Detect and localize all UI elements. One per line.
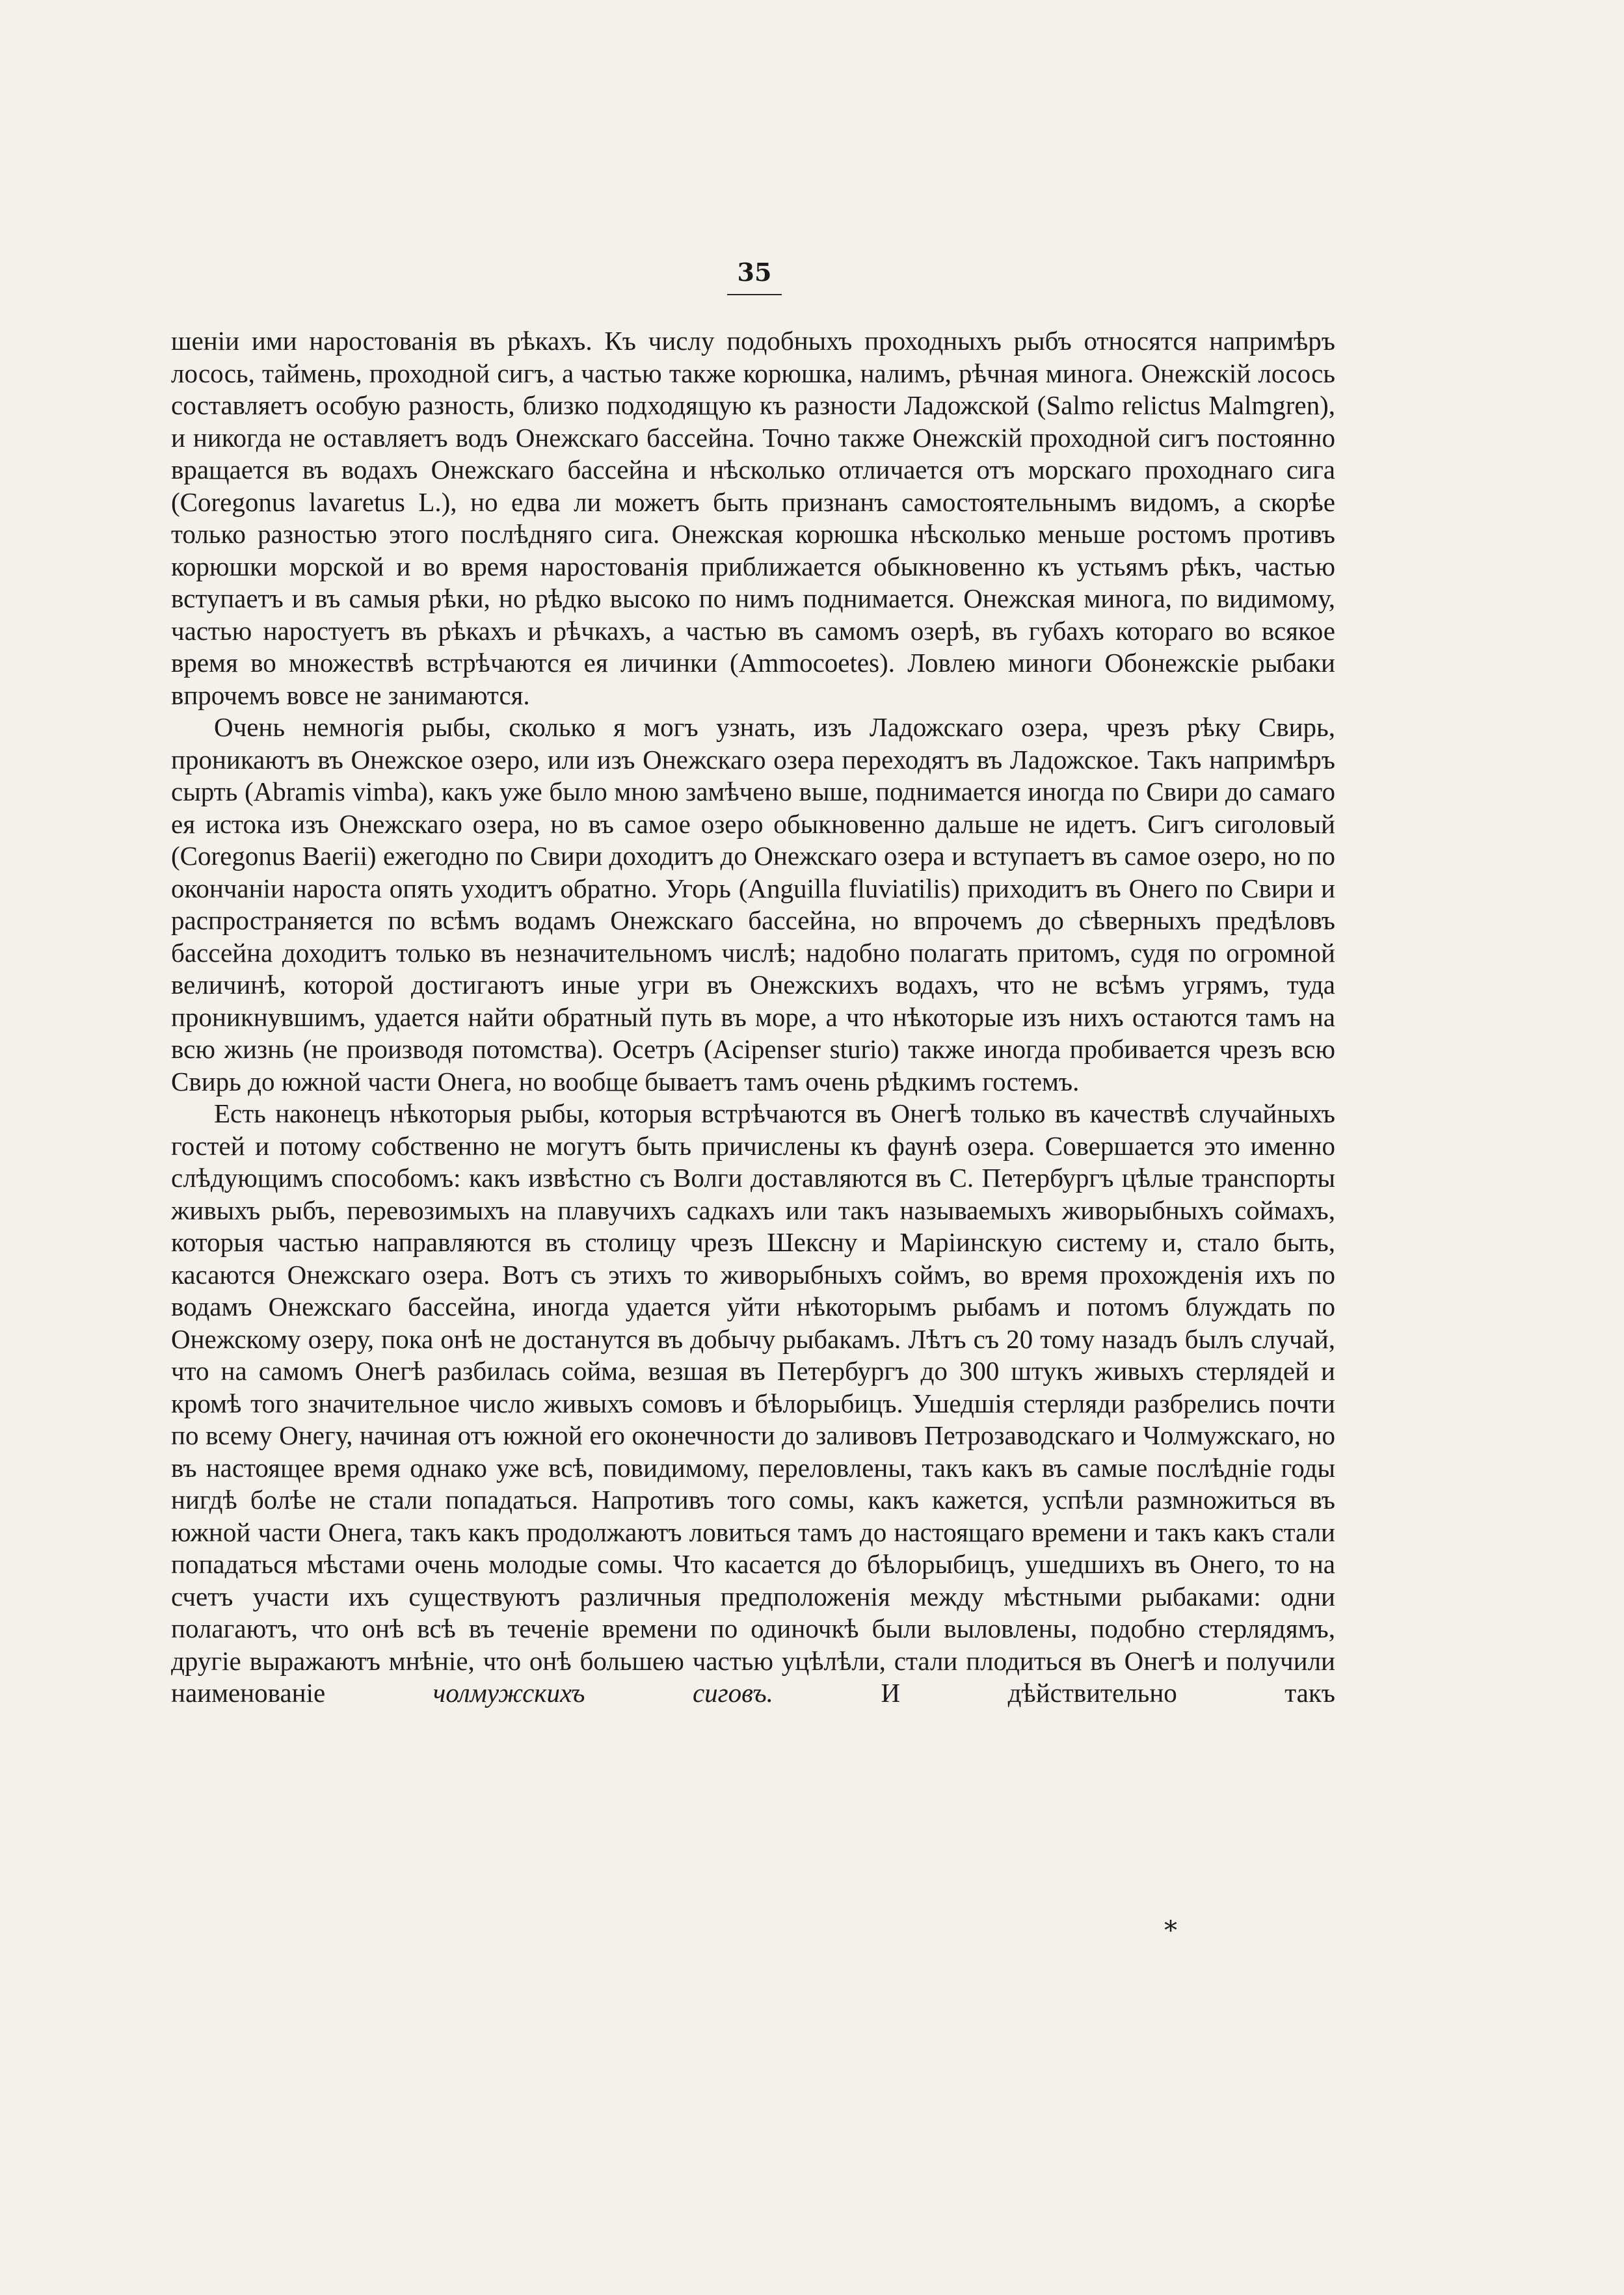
page-number-underline <box>727 294 782 295</box>
paragraph-1: шеніи ими наростованія въ рѣкахъ. Къ числу подобныхъ проходныхъ рыбъ относятся напримѣръ лосось, таймень, проходной сигъ, а частью также корюшка, налимъ, рѣчная минога. Онежскій лосось составляетъ особую разность, близко подходящую къ разности Ладожской (Salmo relictus Malmgren), и никогда не оставляетъ водъ Онежскаго бассейна. Точно также Онежскій проходной сигъ постоянно вращается въ водахъ Онежскаго бассейна и нѣсколько отличается отъ морскаго проходнаго сига (Coregonus lavaretus L.), но едва ли можетъ быть признанъ самостоятельнымъ видомъ, а скорѣе только разностью этого послѣдняго сига. Онежская корюшка нѣсколько меньше ростомъ противъ корюшки морской и во время наростованія приближается обыкновенно къ устьямъ рѣкъ, частью вступаетъ и въ самыя рѣки, но рѣдко высоко по нимъ поднимается. Онежская минога, по видимому, частью наростуетъ въ рѣкахъ и рѣчкахъ, а частью въ самомъ озерѣ, въ губахъ котораго во всякое время во множествѣ встрѣчаются ея личинки (Ammocoetes). Ловлею миноги Обонежскіе рыбаки впрочемъ вовсе не занимаются. <box>171 326 1335 710</box>
footer-signature-mark: * <box>1164 1916 1177 1946</box>
body-text <box>171 325 1335 1710</box>
paragraph-3-text: Есть наконецъ нѣкоторыя рыбы, которыя встрѣчаются въ Онегѣ только въ качествѣ случайныхъ гостей и потому собственно не могутъ быть причислены къ фаунѣ озера. Совершается это именно слѣдующимъ способомъ: какъ извѣстно съ Волги доставляются въ С. Петербургъ цѣлые транспорты живыхъ рыбъ, перевозимыхъ на плавучихъ садкахъ или такъ называемыхъ живорыбныхъ соймахъ, которыя частью направляются въ столицу чрезъ Шексну и Маріинскую систему и, стало быть, касаются Онежскаго озера. Вотъ съ этихъ то живорыбныхъ соймъ, во время прохожденія ихъ по водамъ Онежскаго бассейна, иногда удается уйти нѣкоторымъ рыбамъ и потомъ блуждать по Онежскому озеру, пока онѣ не достанутся въ добычу рыбакамъ. Лѣтъ съ 20 тому назадъ былъ случай, что на самомъ Онегѣ разбилась сойма, везшая въ Петербургъ до 300 штукъ живыхъ стерлядей и кромѣ того значительное число живыхъ сомовъ и бѣлорыбицъ. Ушедшія стерляди разбрелись почти по всему Онегу, начиная отъ южной его оконечности до заливовъ Петрозаводскаго и Чолмужскаго, но въ настоящее время однако уже всѣ, повидимому, переловлены, такъ какъ въ самые послѣдніе годы нигдѣ болѣе не стали попадаться. Напротивъ того сомы, какъ кажется, успѣли размножиться въ южной части Онега, такъ какъ продолжаютъ ловиться тамъ до настоящаго времени и такъ какъ стали попадаться мѣстами очень молодые сомы. Что касается до бѣлорыбицъ, ушедшихъ въ Онего, то на счетъ участи ихъ существуютъ различныя предположенія между мѣстными рыбаками: одни полагаютъ, что онѣ всѣ въ теченіе времени по одиночкѣ были выловлены, подобно стерлядямъ, другіе выражаютъ мнѣніе, что онѣ большею частью уцѣлѣли, стали плодиться въ Онегѣ и получили наименованіе <box>171 1098 1335 1708</box>
paragraph-3 <box>171 1098 1335 1710</box>
paragraph-3-tail: И дѣйствительно такъ <box>881 1678 1336 1708</box>
paragraph-3-emphasis: чолмужскихъ сиговъ. <box>433 1678 773 1708</box>
page-number: 35 <box>737 258 772 287</box>
paragraph-2: Очень немногія рыбы, сколько я могъ узнать, изъ Ладожскаго озера, чрезъ рѣку Свирь, проникаютъ въ Онежское озеро, или изъ Онежскаго озера переходятъ въ Ладожское. Такъ напримѣръ сырть (Abramis vimba), какъ уже было мною замѣчено выше, поднимается иногда по Свири до самаго ея истока изъ Онежскаго озера, но въ самое озеро обыкновенно дальше не идетъ. Сигъ сиголовый (Coregonus Baerii) ежегодно по Свири доходитъ до Онежскаго озера и вступаетъ въ самое озеро, но по окончаніи нароста опять уходитъ обратно. Угорь (Anguilla fluviatilis) приходитъ въ Онего по Свири и распространяется по всѣмъ водамъ Онежскаго бассейна, но впрочемъ до сѣверныхъ предѣловъ бассейна доходитъ только въ незначительномъ числѣ; надобно полагать притомъ, судя по огромной величинѣ, которой достигаютъ иные угри въ Онежскихъ водахъ, что не всѣмъ угрямъ, туда проникнувшимъ, удается найти обратный путь въ море, а что нѣкоторые изъ нихъ остаются тамъ на всю жизнь (не производя потомства). Осетръ (Acipenser sturio) также иногда пробивается чрезъ всю Свирь до южной части Онега, но вообще бываетъ тамъ очень рѣдкимъ гостемъ. <box>171 712 1335 1096</box>
